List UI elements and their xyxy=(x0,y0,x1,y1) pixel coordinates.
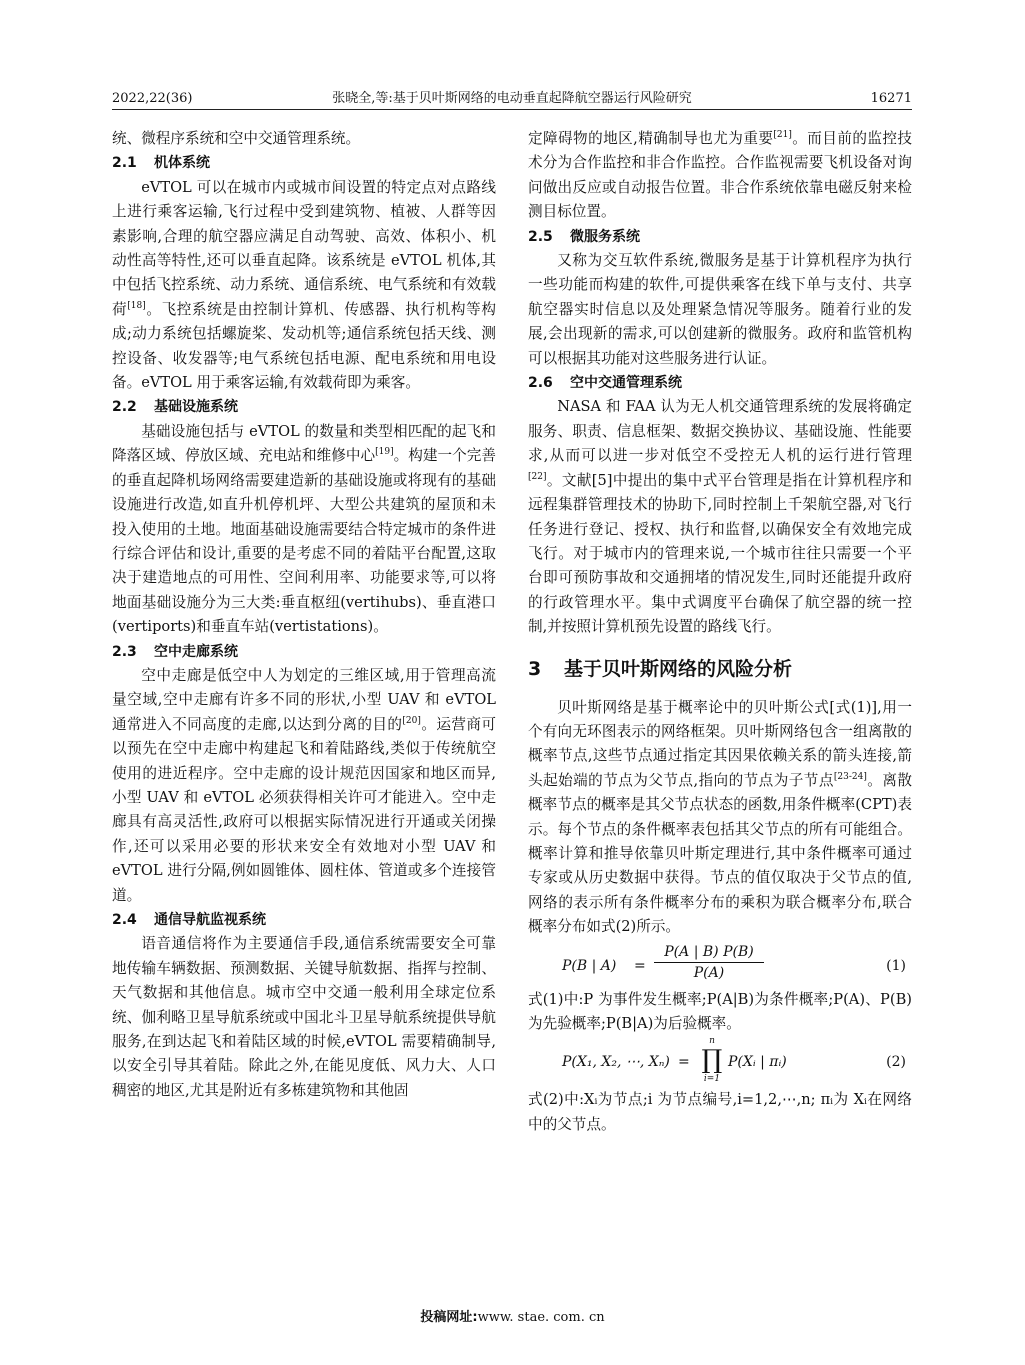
equation-number: (1) xyxy=(886,957,906,974)
fraction-numerator: P(A | B) P(B) xyxy=(654,942,764,963)
text-run: 空中走廊是低空中人为划定的三维区域,用于管理高流量空域,空中走廊有许多不同的形状,小型 UAV 和 eVTOL 通常进入不同高度的走廊,以达到分离的目的 xyxy=(112,666,496,733)
text-run: 。构建一个完善的垂直起降机场网络需要建造新的基础设施或将现有的基础设施进行改造,如直升机停机坪、大型公共建筑的屋顶和未投入使用的土地。地面基础设施需要结合特定城市的条件进行综合评估和设计,重要的是考虑不同的着陆平台配置,这取决于建造地点的可用性、空间利用率、功能要求等,可以将地面基础设施分为三大类:垂直枢纽(vertihubs)、垂直港口(vertiports)和垂直车站(vertistations)。 xyxy=(112,447,496,636)
text-run: 。文献[5]中提出的集中式平台管理是指在计算机程序和远程集群管理技术的协助下,同时控制上千架航空器,对飞行任务进行登记、授权、执行和监督,以确保安全有效地完成飞行。对于城市内的管理来说,一个城市往往只需要一个平台即可预防事故和交通拥堵的情况发生,同时还能提升政府的行政管理水平。集中式调度平台确保了航空器的统一控制,并按照计算机预先设置的路线飞行。 xyxy=(528,471,912,636)
left-column xyxy=(112,127,496,1103)
citation: [22] xyxy=(528,471,547,482)
section-number: 2.3 xyxy=(112,643,137,660)
section-2-2-heading xyxy=(112,395,496,419)
running-header xyxy=(112,88,912,110)
text-run: 基础设施包括与 eVTOL 的数量和类型相匹配的起飞和降落区域、停放区域、充电站和维修中心 xyxy=(112,422,496,465)
equation-lhs: P(B | A) xyxy=(562,957,617,974)
equation-fraction xyxy=(654,942,764,983)
text-run: 。离散概率节点的概率是其父节点状态的函数,用条件概率(CPT)表示。每个节点的条件概率表包括其父节点的所有可能组合。概率计算和推导依靠贝叶斯定理进行,其中条件概率可通过专家或从历史数据中获得。节点的值仅取决于父节点的值,网络的表示所有条件概率分布的乘积为联合概率分布,联合概率分布如式(2)所示。 xyxy=(528,771,912,936)
equation-2-description: 式(2)中:Xᵢ为节点;i 为节点编号,i=1,2,⋯,n; πᵢ为 Xᵢ在网络中的父节点。 xyxy=(528,1091,912,1133)
equation-1-description: 式(1)中:P 为事件发生概率;P(A|B)为条件概率;P(A)、P(B)为先验概率;P(B|A)为后验概率。 xyxy=(528,990,912,1032)
continued-paragraph xyxy=(528,127,912,225)
section-title: 机体系统 xyxy=(154,155,210,172)
product-operator xyxy=(700,1036,724,1085)
section-2-1-heading xyxy=(112,151,496,175)
equation-1 xyxy=(528,940,912,988)
section-title: 空中走廊系统 xyxy=(154,643,238,660)
section-title: 空中交通管理系统 xyxy=(570,375,682,392)
footer-label: 投稿网址: xyxy=(420,1310,478,1325)
section-number: 2.2 xyxy=(112,399,137,416)
equals-sign: = xyxy=(634,957,646,974)
header-title: 张晓全,等:基于贝叶斯网络的电动垂直起降航空器运行风险研究 xyxy=(332,91,692,106)
text-run: 定障碍物的地区,精确制导也尤为重要 xyxy=(528,130,774,147)
section-title: 微服务系统 xyxy=(570,228,640,245)
section-3-paragraph xyxy=(528,696,912,940)
text-run: 。而目前的监控技术分为合作监控和非合作监控。合作监视需要飞机设备对询问做出反应或自动报告位置。非合作系统依靠电磁反射来检测目标位置。 xyxy=(528,130,912,221)
text-run: 。飞控系统是由控制计算机、传感器、执行机构等构成;动力系统包括螺旋桨、发动机等;通信系统包括天线、测控设备、收发器等;电气系统包括电源、配电系统和用电设备。eVTOL 用于乘客运输,有效载荷即为乘客。 xyxy=(112,300,496,392)
section-3-heading xyxy=(528,654,912,684)
citation: [21] xyxy=(773,130,792,140)
section-number: 2.6 xyxy=(528,375,553,392)
section-2-6-heading xyxy=(528,371,912,395)
section-title: 基于贝叶斯网络的风险分析 xyxy=(564,657,793,680)
equation-number: (2) xyxy=(886,1054,906,1071)
equals-sign: = xyxy=(678,1054,690,1071)
citation: [20] xyxy=(402,715,421,726)
equation-lhs: P(X₁, X₂, ⋯, Xₙ) xyxy=(562,1054,670,1071)
section-2-4-paragraph: 语音通信将作为主要通信手段,通信系统需要安全可靠地传输车辆数据、预测数据、关键导航数据、指挥与控制、天气数据和其他信息。城市空中交通一般利用全球定位系统、伽利略卫星导航系统或中国北斗卫星导航系统提供导航服务,在到达起飞和着陆区域的时候,eVTOL 需要精确制导,以安全引导其着陆。除此之外,在能见度低、风力大、人口稠密的地区,尤其是附近有多栋建筑物和其他固 xyxy=(112,935,496,1099)
product-symbol: ∏ xyxy=(701,1045,723,1076)
page-footer xyxy=(0,1306,1025,1325)
section-number: 3 xyxy=(528,657,542,680)
citation: [19] xyxy=(375,447,394,458)
citation: [23-24] xyxy=(833,771,867,782)
section-2-5-paragraph: 又称为交互软件系统,微服务是基于计算机程序为执行一些功能而构建的软件,可提供乘客在线下单与支付、共享航空器实时信息以及处理紧急情况等服务。随着行业的发展,会出现新的需求,可以创建新的微服务。政府和监管机构可以根据其功能对这些服务进行认证。 xyxy=(528,252,912,367)
section-2-5-heading xyxy=(528,225,912,249)
intro-paragraph: 统、微程序系统和空中交通管理系统。 xyxy=(112,130,361,147)
section-2-3-heading xyxy=(112,640,496,664)
section-title: 通信导航监视系统 xyxy=(154,912,266,928)
section-number: 2.4 xyxy=(112,912,137,928)
section-title: 基础设施系统 xyxy=(154,399,238,416)
section-number: 2.5 xyxy=(528,228,553,245)
header-volume: 2022,22(36) xyxy=(112,91,193,106)
header-page-number: 16271 xyxy=(870,91,912,106)
product-upper-limit: n xyxy=(709,1036,715,1047)
right-column xyxy=(528,127,912,1137)
text-run: eVTOL 可以在城市内或城市间设置的特定点对点路线上进行乘客运输,飞行过程中受到建筑物、植被、人群等因素影响,合理的航空器应满足自动驾驶、高效、体积小、机动性高等特性,还可以垂直起降。该系统是 eVTOL 机体,其中包括飞控系统、动力系统、通信系统、电气系统和有效载荷 xyxy=(112,178,496,318)
fraction-denominator: P(A) xyxy=(693,964,725,981)
section-2-1-paragraph xyxy=(112,176,496,396)
text-run: 。运营商可以预先在空中走廊中构建起飞和着陆路线,类似于传统航空使用的进近程序。空中走廊的设计规范因国家和地区而异,小型 UAV 和 eVTOL 必须获得相关许可才能进入。空中走廊具有高灵活性,政府可以根据实际情况进行开通或关闭操作,还可以采用必要的形状来安全有效地对小型 UAV 和 eVTOL 进行分隔,例如圆锥体、圆柱体、管道或多个连接管道。 xyxy=(112,715,496,904)
product-lower-limit: i=1 xyxy=(703,1074,721,1085)
section-2-4-heading xyxy=(112,908,496,932)
footer-url[interactable]: www. stae. com. cn xyxy=(477,1310,605,1325)
citation: [18] xyxy=(127,300,146,311)
section-2-6-paragraph xyxy=(528,395,912,639)
equation-2 xyxy=(528,1036,912,1088)
section-2-3-paragraph xyxy=(112,664,496,908)
text-run: NASA 和 FAA 认为无人机交通管理系统的发展将确定服务、职责、信息框架、数据交换协议、基础设施、性能要求,从而可以进一步对低空不受控无人机的运行进行管理 xyxy=(528,398,912,465)
section-number: 2.1 xyxy=(112,155,137,172)
text-run: 贝叶斯网络是基于概率论中的贝叶斯公式[式(1)],用一个有向无环图表示的网络框架。贝叶斯网络包含一组离散的概率节点,这些节点通过指定其因果依赖关系的箭头连接,箭头起始端的节点为父节点,指向的节点为子节点 xyxy=(528,698,912,789)
section-2-2-paragraph xyxy=(112,420,496,640)
equation-rhs: P(Xᵢ | πᵢ) xyxy=(728,1054,787,1071)
